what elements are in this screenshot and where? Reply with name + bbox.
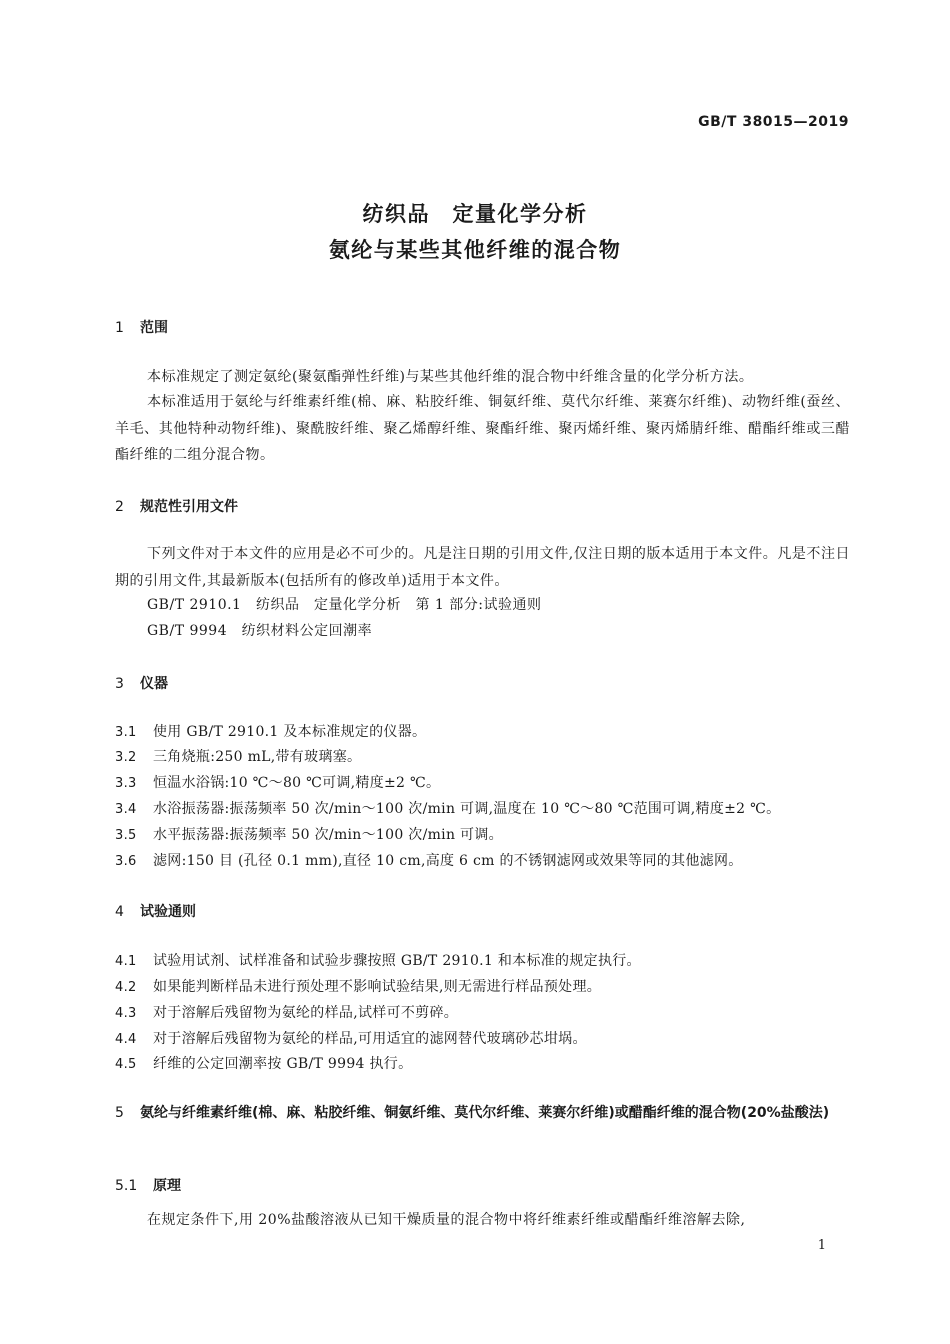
- subsection-title: 原理: [153, 1178, 181, 1194]
- section-number: 2: [115, 499, 124, 515]
- section-2-heading: [115, 496, 238, 516]
- section-number: 5: [115, 1105, 124, 1121]
- clause-4-5: 4.5 纤维的公定回潮率按 GB/T 9994 执行。: [115, 1056, 413, 1072]
- section-4-heading: [115, 901, 196, 921]
- section-title: 试验通则: [140, 904, 196, 920]
- clause-3-5: 3.5 水平振荡器:振荡频率 50 次/min～100 次/min 可调。: [115, 827, 503, 843]
- clause-3-6: 3.6 滤网:150 目 (孔径 0.1 mm),直径 10 cm,高度 6 cm 的不锈钢滤网或效果等同的其他滤网。: [115, 853, 743, 869]
- clause-3-2: 3.2 三角烧瓶:250 mL,带有玻璃塞。: [115, 749, 362, 765]
- section-5-heading: [115, 1100, 855, 1126]
- subsection-number: 5.1: [115, 1178, 138, 1194]
- section-title: 规范性引用文件: [140, 499, 238, 515]
- clause-3-3: 3.3 恒温水浴锅:10 ℃～80 ℃可调,精度±2 ℃。: [115, 775, 441, 791]
- clause-4-1: 4.1 试验用试剂、试样准备和试验步骤按照 GB/T 2910.1 和本标准的规定执行。: [115, 953, 641, 969]
- page-number: 1: [817, 1238, 826, 1253]
- section-number: 1: [115, 320, 124, 336]
- section-3-heading: [115, 673, 168, 693]
- reference-item: GB/T 9994 纺织材料公定回潮率: [147, 623, 373, 639]
- section-number: 3: [115, 676, 124, 692]
- section-title: 氨纶与纤维素纤维(棉、麻、粘胶纤维、铜氨纤维、莫代尔纤维、莱赛尔纤维)或醋酯纤维的混合物(20%盐酸法): [140, 1105, 830, 1121]
- section-number: 4: [115, 904, 124, 920]
- section-1-paragraph-2: 本标准适用于氨纶与纤维素纤维(棉、麻、粘胶纤维、铜氨纤维、莫代尔纤维、莱赛尔纤维)、动物纤维(蚕丝、羊毛、其他特种动物纤维)、聚酰胺纤维、聚乙烯醇纤维、聚酯纤维、聚丙烯纤维、聚丙烯腈纤维、醋酯纤维或三醋酯纤维的二组分混合物。: [115, 394, 850, 463]
- clause-4-3: 4.3 对于溶解后残留物为氨纶的样品,试样可不剪碎。: [115, 1005, 459, 1021]
- clause-4-4: 4.4 对于溶解后残留物为氨纶的样品,可用适宜的滤网替代玻璃砂芯坩埚。: [115, 1031, 587, 1047]
- section-title: 仪器: [140, 676, 168, 692]
- section-2-paragraph-1: 下列文件对于本文件的应用是必不可少的。凡是注日期的引用文件,仅注日期的版本适用于本文件。凡是不注日期的引用文件,其最新版本(包括所有的修改单)适用于本文件。: [115, 546, 850, 589]
- title-line-1: 纺织品 定量化学分析: [362, 202, 588, 226]
- subsection-5-1-heading: [115, 1175, 181, 1195]
- section-title: 范围: [140, 320, 168, 336]
- clause-3-4: 3.4 水浴振荡器:振荡频率 50 次/min～100 次/min 可调,温度在 10 ℃～80 ℃范围可调,精度±2 ℃。: [115, 801, 781, 817]
- section-5-1-paragraph-1: 在规定条件下,用 20%盐酸溶液从已知干燥质量的混合物中将纤维素纤维或醋酯纤维溶解去除,: [147, 1212, 746, 1228]
- standard-code: GB/T 38015—2019: [698, 114, 849, 130]
- clause-3-1: 3.1 使用 GB/T 2910.1 及本标准规定的仪器。: [115, 724, 427, 740]
- reference-item: GB/T 2910.1 纺织品 定量化学分析 第 1 部分:试验通则: [147, 597, 542, 613]
- clause-4-2: 4.2 如果能判断样品未进行预处理不影响试验结果,则无需进行样品预处理。: [115, 979, 602, 995]
- section-1-heading: [115, 317, 168, 337]
- title-line-2: 氨纶与某些其他纤维的混合物: [328, 238, 622, 262]
- section-1-paragraph-1: 本标准规定了测定氨纶(聚氨酯弹性纤维)与某些其他纤维的混合物中纤维含量的化学分析方法。: [147, 369, 754, 385]
